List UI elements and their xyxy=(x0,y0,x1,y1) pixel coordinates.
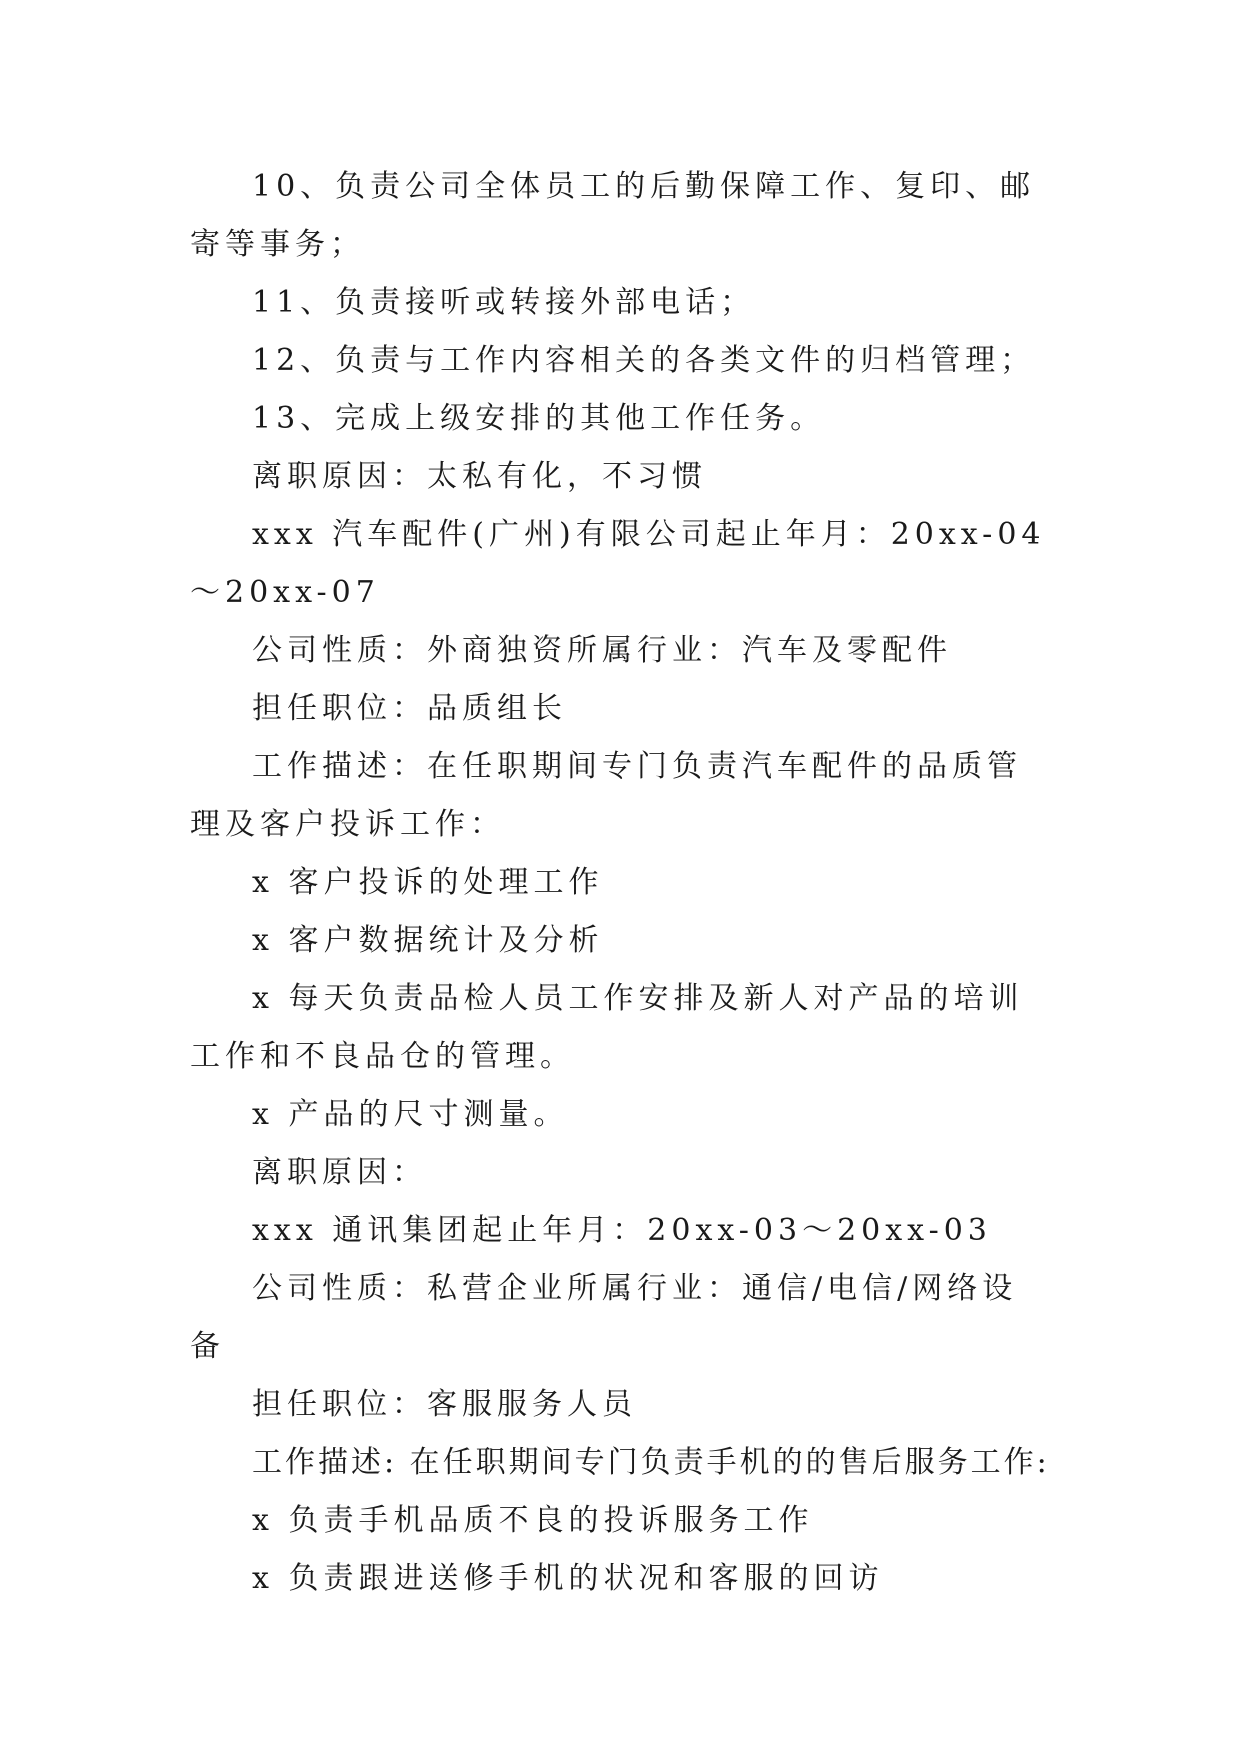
leaving-reason-2: 离职原因： xyxy=(252,1155,427,1190)
task-item: x 客户数据统计及分析 xyxy=(252,923,604,958)
task-item: x 每天负责品检人员工作安排及新人对产品的培训工作和不良品仓的管理。 xyxy=(190,981,1024,1074)
duty-item-10: 10、负责公司全体员工的后勤保障工作、复印、邮寄等事务； xyxy=(190,169,1036,262)
job-description-3: 工作描述: 在任职期间专门负责手机的的售后服务工作: xyxy=(252,1445,1050,1480)
job-description-2: 工作描述：在任职期间专门负责汽车配件的品质管理及客户投诉工作： xyxy=(190,749,1022,842)
employer-2-heading: xxx 汽车配件(广州)有限公司起止年月：20xx-04～20xx-07 xyxy=(190,517,1046,610)
duty-item-12: 12、负责与工作内容相关的各类文件的归档管理； xyxy=(252,343,1036,378)
position-3: 担任职位：客服服务人员 xyxy=(252,1387,637,1422)
position-2: 担任职位：品质组长 xyxy=(252,691,567,726)
document-body xyxy=(190,158,1052,1608)
task-item: x 客户投诉的处理工作 xyxy=(252,865,604,900)
company-nature-2: 公司性质：外商独资所属行业：汽车及零配件 xyxy=(252,633,952,668)
duty-item-11: 11、负责接听或转接外部电话； xyxy=(252,285,756,320)
task-item: x 负责手机品质不良的投诉服务工作 xyxy=(252,1503,814,1538)
task-item: x 负责跟进送修手机的状况和客服的回访 xyxy=(252,1561,884,1596)
company-nature-3: 公司性质：私营企业所属行业：通信/电信/网络设备 xyxy=(190,1271,1018,1364)
employer-3-heading: xxx 通讯集团起止年月：20xx-03～20xx-03 xyxy=(252,1213,992,1248)
leaving-reason-1: 离职原因：太私有化，不习惯 xyxy=(252,459,707,494)
task-item: x 产品的尺寸测量。 xyxy=(252,1097,569,1132)
duty-item-13: 13、完成上级安排的其他工作任务。 xyxy=(252,401,826,436)
